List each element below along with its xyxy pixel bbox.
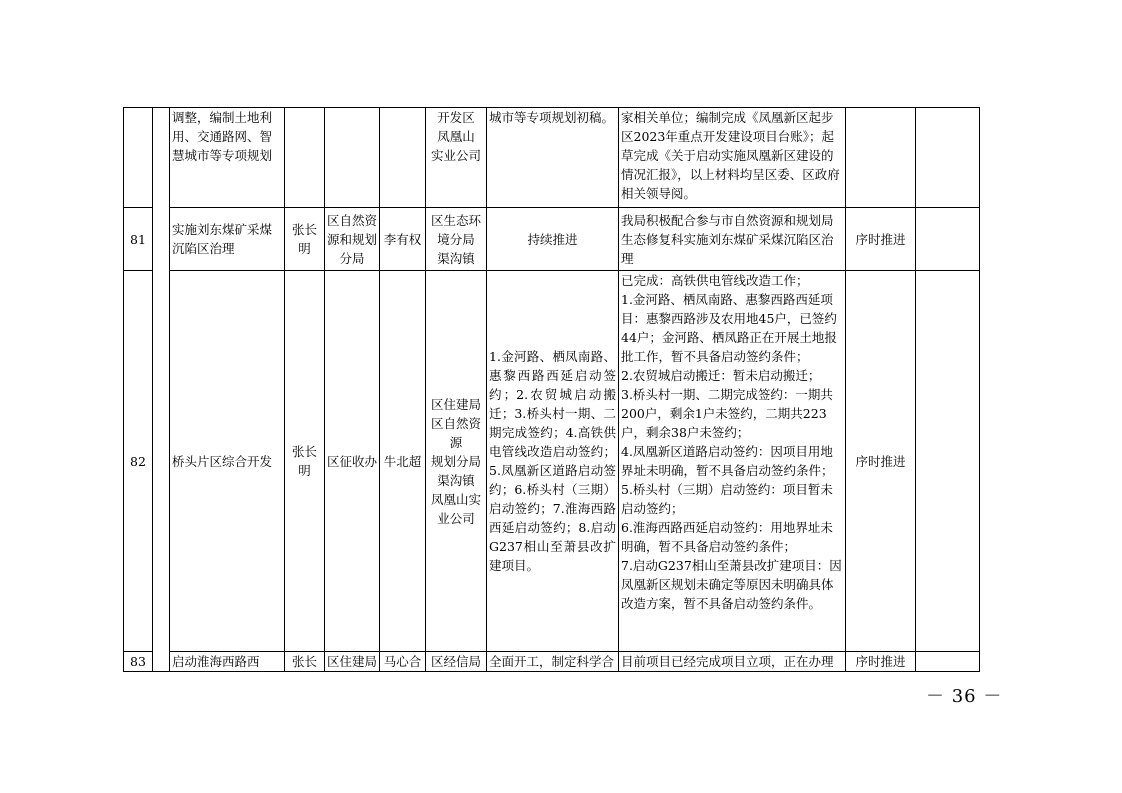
row-number xyxy=(124,108,153,208)
task-cell: 桥头片区综合开发 xyxy=(170,271,285,652)
schedule-cell: 序时推进 xyxy=(846,271,916,652)
table-row xyxy=(124,271,980,652)
schedule-cell: 序时推进 xyxy=(846,652,916,672)
progress-table xyxy=(123,107,980,672)
person-cell: 李有权 xyxy=(380,208,426,271)
leader-cell: 张长 明 xyxy=(285,271,325,652)
vertical-gap-column xyxy=(153,108,170,672)
page-number: － 36 － xyxy=(926,686,1003,707)
plan-cell: 持续推进 xyxy=(487,208,619,271)
row-number: 82 xyxy=(124,271,153,652)
person-cell: 牛北超 xyxy=(380,271,426,652)
row-number: 81 xyxy=(124,208,153,271)
task-cell: 调整，编制土地利用、交通路网、智慧城市等专项规划 xyxy=(170,108,285,208)
progress-cell: 家相关单位；编制完成《凤凰新区起步区2023年重点开发建设项目台账》；起草完成《关于启动实施凤凰新区建设的情况汇报》，以上材料均呈区委、区政府相关领导阅。 xyxy=(619,108,846,208)
co-unit-cell: 区经信局 xyxy=(426,652,487,672)
table-row xyxy=(124,208,980,271)
plan-cell: 城市等专项规划初稿。 xyxy=(487,108,619,208)
person-cell xyxy=(380,108,426,208)
leader-cell xyxy=(285,108,325,208)
table-row xyxy=(124,108,980,208)
schedule-cell xyxy=(846,108,916,208)
leader-cell: 张长 xyxy=(285,652,325,672)
lead-unit-cell xyxy=(325,108,380,208)
lead-unit-cell: 区住建局 xyxy=(325,652,380,672)
schedule-cell: 序时推进 xyxy=(846,208,916,271)
remarks-cell xyxy=(916,208,980,271)
table-row xyxy=(124,652,980,672)
remarks-cell xyxy=(916,652,980,672)
progress-cell: 目前项目已经完成项目立项，正在办理 xyxy=(619,652,846,672)
remarks-cell xyxy=(916,108,980,208)
lead-unit-cell: 区自然资 源和规划 分局 xyxy=(325,208,380,271)
row-number: 83 xyxy=(124,652,153,672)
task-cell: 启动淮海西路西 xyxy=(170,652,285,672)
plan-cell: 全面开工，制定科学合 xyxy=(487,652,619,672)
leader-cell: 张长 明 xyxy=(285,208,325,271)
person-cell: 马心合 xyxy=(380,652,426,672)
co-unit-cell: 区住建局 区自然资源 规划分局 渠沟镇 凤凰山实 业公司 xyxy=(426,271,487,652)
co-unit-cell: 区生态环 境分局 渠沟镇 xyxy=(426,208,487,271)
lead-unit-cell: 区征收办 xyxy=(325,271,380,652)
plan-cell: 1.金河路、栖凤南路、惠黎西路西延启动签约；2.农贸城启动搬迁；3.桥头村一期、二期完成签约；4.高铁供电管线改造启动签约；5.凤凰新区道路启动签约；6.桥头村（三期）启动签约；7.淮海西路西延启动签约；8.启动G237相山至萧县改扩建项目。 xyxy=(487,271,619,652)
progress-cell: 我局积极配合参与市自然资源和规划局生态修复科实施刘东煤矿采煤沉陷区治理 xyxy=(619,208,846,271)
progress-cell: 已完成：高铁供电管线改造工作； 1.金河路、栖凤南路、惠黎西路西延项目：惠黎西路涉及农用地45户，已签约44户；金河路、栖凤路正在开展土地报批工作，暂不具备启动签约条件； 2.农贸城启动搬迁：暂未启动搬迁； 3.桥头村一期、二期完成签约：一期共200户，剩余1户未签约，二期共223户，剩余38户未签约； 4.凤凰新区道路启动签约：因项目用地界址未明确，暂不具备启动签约条件； 5.桥头村（三期）启动签约：项目暂未启动签约； 6.淮海西路西延启动签约：用地界址未明确，暂不具备启动签约条件； 7.启动G237相山至萧县改扩建项目：因凤凰新区规划未确定等原因未明确具体改造方案，暂不具备启动签约条件。 xyxy=(619,271,846,652)
task-cell: 实施刘东煤矿采煤沉陷区治理 xyxy=(170,208,285,271)
remarks-cell xyxy=(916,271,980,652)
co-unit-cell: 开发区 凤凰山 实业公司 xyxy=(426,108,487,208)
